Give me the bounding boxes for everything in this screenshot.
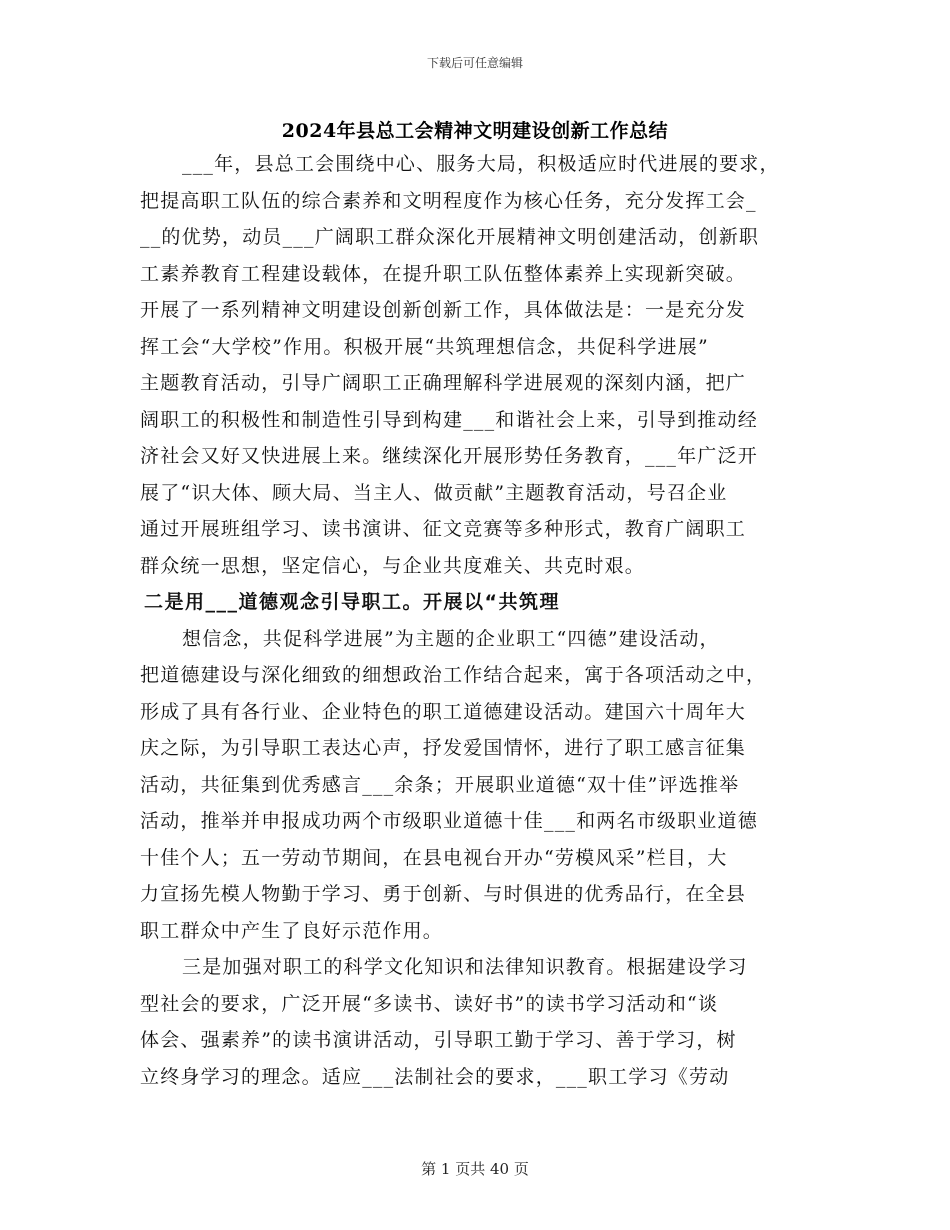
body-line: 力宣扬先模人物勤于学习、勇于创新、与时俱进的优秀品行，在全县 <box>140 883 747 905</box>
body-line: 职工群众中产生了良好示范作用。 <box>140 919 444 942</box>
document-title: 2024年县总工会精神文明建设创新工作总结 <box>281 120 669 142</box>
body-line: 把提高职工队伍的综合素养和文明程度作为核心任务，充分发挥工会_ <box>140 189 757 212</box>
body-line: 十佳个人；五一劳动节期间，在县电视台开办“劳模风采”栏目，大 <box>140 846 728 869</box>
body-line: 挥工会“大学校”作用。积极开展“共筑理想信念，共促科学进展” <box>140 335 709 358</box>
body-line: 三是加强对职工的科学文化知识和法律知识教育。根据建设学习 <box>182 956 748 978</box>
body-line: 活动，共征集到优秀感言___余条；开展职业道德“双十佳”评选推举 <box>140 773 740 796</box>
body-line: 庆之际，为引导职工表达心声，抒发爱国情怀，进行了职工感言征集 <box>140 737 747 759</box>
body-line: 阔职工的积极性和制造性引导到构建___和谐社会上来，引导到推动经 <box>140 408 758 431</box>
body-line: 想信念，共促科学进展”为主题的企业职工“四德”建设活动， <box>182 627 720 650</box>
body-line: __的优势，动员___广阔职工群众深化开展精神文明创建活动，创新职 <box>140 226 760 248</box>
body-line: 体会、强素养”的读书演讲活动，引导职工勤于学习、善于学习，树 <box>140 1029 737 1051</box>
body-line: 工素养教育工程建设载体，在提升职工队伍整体素养上实现新突破。 <box>140 262 747 285</box>
body-line: 开展了一系列精神文明建设创新创新工作，具体做法是：一是充分发 <box>140 299 747 321</box>
body-line: ___年，县总工会围绕中心、服务大局，积极适应时代进展的要求， <box>182 153 780 175</box>
body-line: 活动，推举并申报成功两个市级职业道德十佳___和两名市级职业道德 <box>140 810 758 832</box>
body-line: 立终身学习的理念。适应___法制社会的要求，___职工学习《劳动 <box>140 1065 730 1088</box>
section-heading: 二是用___道德观念引导职工。开展以“共筑理 <box>144 591 560 613</box>
body-line: 型社会的要求，广泛开展“多读书、读好书”的读书学习活动和“谈 <box>140 992 719 1015</box>
body-line: 通过开展班组学习、读书演讲、征文竞赛等多种形式，教育广阔职工 <box>140 518 747 540</box>
body-line: 形成了具有各行业、企业特色的职工道德建设活动。建国六十周年大 <box>140 700 747 723</box>
body-line: 展了“识大体、顾大局、当主人、做贡献”主题教育活动，号召企业 <box>140 481 728 504</box>
body-line: 把道德建设与深化细致的细想政治工作结合起来，寓于各项活动之中， <box>140 664 767 686</box>
document-body <box>140 146 820 1095</box>
body-line: 济社会又好又快进展上来。继续深化开展形势任务教育，___年广泛开 <box>140 445 758 467</box>
body-line: 主题教育活动，引导广阔职工正确理解科学进展观的深刻内涵，把广 <box>140 372 747 394</box>
page-header: 下载后可任意编辑 <box>426 56 523 70</box>
body-line: 群众统一思想，坚定信心，与企业共度难关、共克时艰。 <box>140 554 646 577</box>
page-footer: 第 1 页共 40 页 <box>421 1160 529 1178</box>
